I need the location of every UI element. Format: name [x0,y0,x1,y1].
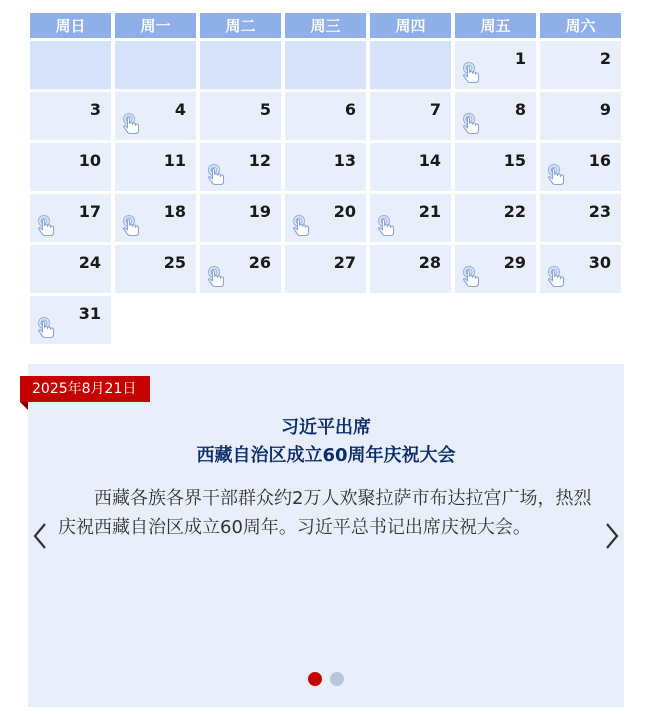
day-number: 12 [248,151,271,170]
hand-pointer-icon[interactable] [461,61,483,85]
day-cell-5 [200,92,281,140]
hand-pointer-icon[interactable] [291,214,313,238]
day-cell-4[interactable] [115,92,196,140]
carousel-dot-2[interactable] [330,672,344,686]
empty-day-cell [30,41,111,89]
hand-pointer-icon[interactable] [121,214,143,238]
weekday-header: 周日 [30,13,111,38]
day-number: 21 [418,202,441,221]
day-number: 3 [89,100,101,119]
day-number: 7 [429,100,441,119]
day-number: 23 [588,202,611,221]
day-cell-29[interactable] [455,245,536,293]
day-cell-16[interactable] [540,143,621,191]
day-number: 28 [418,253,441,272]
day-number: 24 [78,253,101,272]
day-cell-14 [370,143,451,191]
hand-pointer-icon[interactable] [461,265,483,289]
day-cell-27 [285,245,366,293]
news-summary: 西藏各族各界干部群众约2万人欢聚拉萨市布达拉宫广场，热烈庆祝西藏自治区成立60周年。习近平总书记出席庆祝大会。 [58,488,592,538]
empty-day-cell [370,41,451,89]
day-cell-6 [285,92,366,140]
hand-pointer-icon[interactable] [36,316,58,340]
day-number: 18 [163,202,186,221]
calendar-grid [30,13,623,344]
chevron-left-icon[interactable] [32,522,48,550]
day-cell-22 [455,194,536,242]
weekday-header: 周二 [200,13,281,38]
day-cell-21[interactable] [370,194,451,242]
day-cell-1[interactable] [455,41,536,89]
day-number: 14 [418,151,441,170]
day-number: 10 [78,151,101,170]
day-number: 13 [333,151,356,170]
weekday-header: 周四 [370,13,451,38]
day-number: 27 [333,253,356,272]
day-cell-18[interactable] [115,194,196,242]
day-number: 19 [248,202,271,221]
day-number: 16 [588,151,611,170]
day-number: 25 [163,253,186,272]
calendar [30,13,623,344]
empty-day-cell [200,41,281,89]
day-cell-13 [285,143,366,191]
day-number: 30 [588,253,611,272]
day-number: 17 [78,202,101,221]
day-cell-15 [455,143,536,191]
day-number: 2 [599,49,611,68]
day-cell-30[interactable] [540,245,621,293]
news-title-line1[interactable]: 习近平出席 [281,417,371,438]
carousel-pagination [28,672,624,686]
news-title[interactable] [28,414,624,470]
day-number: 5 [259,100,271,119]
chevron-right-icon[interactable] [604,522,620,550]
day-cell-25 [115,245,196,293]
day-cell-11 [115,143,196,191]
hand-pointer-icon[interactable] [206,163,228,187]
weekday-header: 周五 [455,13,536,38]
day-cell-26[interactable] [200,245,281,293]
day-cell-7 [370,92,451,140]
day-cell-20[interactable] [285,194,366,242]
day-number: 9 [599,100,611,119]
news-carousel [28,364,624,707]
day-cell-10 [30,143,111,191]
day-cell-12[interactable] [200,143,281,191]
day-cell-24 [30,245,111,293]
day-cell-17[interactable] [30,194,111,242]
weekday-header: 周三 [285,13,366,38]
day-cell-19 [200,194,281,242]
day-cell-23 [540,194,621,242]
hand-pointer-icon[interactable] [461,112,483,136]
carousel-dot-1[interactable] [308,672,322,686]
hand-pointer-icon[interactable] [36,214,58,238]
day-number: 4 [174,100,186,119]
day-cell-3 [30,92,111,140]
weekday-header: 周六 [540,13,621,38]
empty-day-cell [285,41,366,89]
hand-pointer-icon[interactable] [121,112,143,136]
day-cell-8[interactable] [455,92,536,140]
news-date-tag: 2025年8月21日 [20,376,150,402]
day-cell-9 [540,92,621,140]
hand-pointer-icon[interactable] [546,265,568,289]
day-number: 26 [248,253,271,272]
day-cell-28 [370,245,451,293]
day-cell-2 [540,41,621,89]
hand-pointer-icon[interactable] [376,214,398,238]
day-number: 29 [503,253,526,272]
day-number: 6 [344,100,356,119]
day-number: 20 [333,202,356,221]
hand-pointer-icon[interactable] [206,265,228,289]
day-number: 1 [514,49,526,68]
day-number: 15 [503,151,526,170]
day-number: 31 [78,304,101,323]
hand-pointer-icon[interactable] [546,163,568,187]
day-cell-31[interactable] [30,296,111,344]
weekday-header: 周一 [115,13,196,38]
news-title-line2[interactable]: 西藏自治区成立60周年庆祝大会 [196,445,456,466]
empty-day-cell [115,41,196,89]
day-number: 8 [514,100,526,119]
day-number: 22 [503,202,526,221]
day-number: 11 [163,151,186,170]
